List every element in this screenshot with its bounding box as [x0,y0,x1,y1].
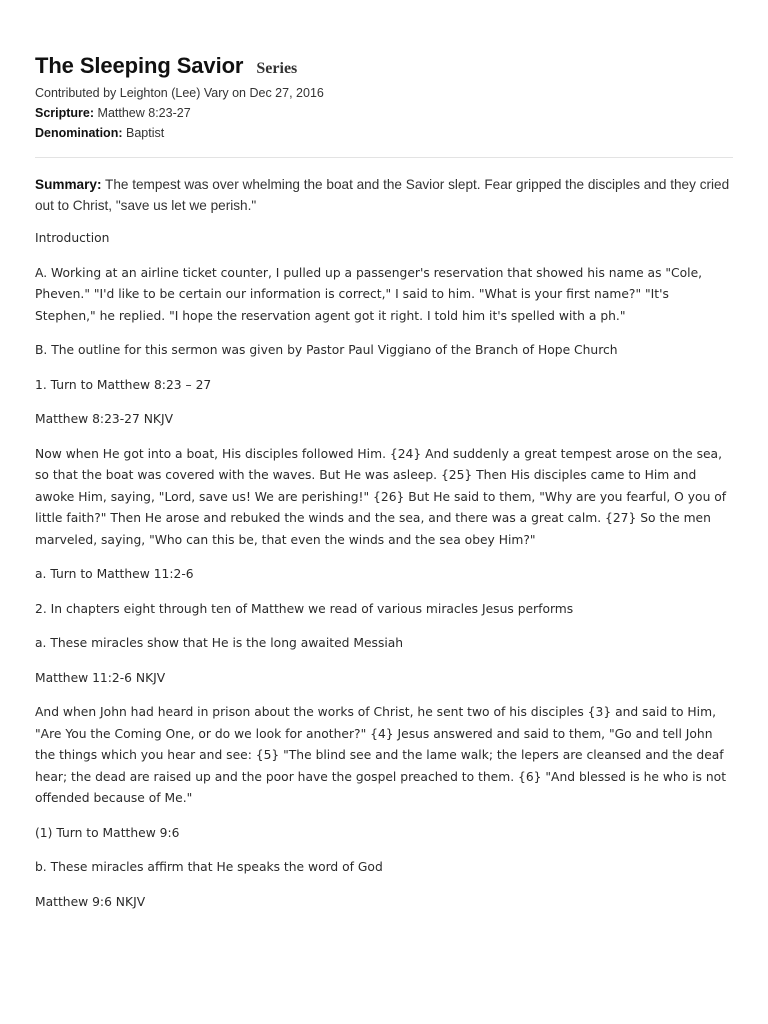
body-paragraph: And when John had heard in prison about the works of Christ, he sent two of his disciples {3} and said to Him, "Are You the Coming One, or do we look for another?" {4} Jesus answered and said to them, "Go and tell John the things which you hear and see: {5} "The blind see and the lame walk; the lepers are cleansed and the deaf hear; the dead are raised up and the poor have the gospel preached to them. {6} "And blessed is he who is not offended because of Me." [35,705,727,805]
sermon-body [35,228,733,913]
body-paragraph: Introduction [35,231,110,245]
sermon-header [35,0,733,143]
body-paragraph: Matthew 11:2-6 NKJV [35,670,166,685]
series-label: Series [256,60,298,77]
scripture-value: Matthew 8:23-27 [97,106,191,120]
scripture-line [35,103,733,123]
body-paragraph: a. Turn to Matthew 11:2-6 [35,567,194,581]
body-paragraph: Matthew 9:6 NKJV [35,894,146,909]
body-paragraph: B. The outline for this sermon was given by Pastor Paul Viggiano of the Branch of Hope Church [35,343,618,357]
body-paragraph: Now when He got into a boat, His disciples followed Him. {24} And suddenly a great tempest arose on the sea, so that the boat was covered with the waves. But He was asleep. {25} Then His disciples came to Him and awoke Him, saying, "Lord, save us! We are perishing!" {26} But He said to them, "Why are you fearful, O you of little faith?" Then He arose and rebuked the winds and the sea, and there was a great calm. {27} So the men marveled, saying, "Who can this be, that even the winds and the sea obey Him?" [35,446,727,547]
summary-text: The tempest was over whelming the boat and the Savior slept. Fear gripped the disciples and they cried out to Christ, "save us let we perish." [35,177,730,213]
header-divider [35,157,733,158]
summary [35,174,733,216]
sermon-title: The Sleeping Savior [35,53,244,78]
summary-label: Summary: [35,177,102,192]
body-paragraph: Matthew 8:23-27 NKJV [35,412,174,426]
title-line [35,53,733,83]
scripture-label: Scripture: [35,106,95,120]
denomination-value: Baptist [125,126,165,140]
body-paragraph: 2. In chapters eight through ten of Matthew we read of various miracles Jesus performs [35,601,574,616]
sermon-page [35,0,733,926]
body-paragraph: b. These miracles affirm that He speaks the word of God [35,860,383,874]
body-paragraph: 1. Turn to Matthew 8:23 – 27 [35,377,212,392]
denomination-label: Denomination: [35,126,123,140]
body-paragraph: A. Working at an airline ticket counter, I pulled up a passenger's reservation that showed his name as "Cole, Pheven." "I'd like to be certain our information is correct," I said to him. "What is your first name?" "It's Stephen," he replied. "I hope the reservation agent got it right. I told him it's spelled with a ph." [35,265,703,323]
denomination-line [35,123,733,143]
body-paragraph: a. These miracles show that He is the long awaited Messiah [35,636,404,650]
body-paragraph: (1) Turn to Matthew 9:6 [35,825,180,840]
contributor-line: Contributed by Leighton (Lee) Vary on Dec 27, 2016 [35,86,324,100]
